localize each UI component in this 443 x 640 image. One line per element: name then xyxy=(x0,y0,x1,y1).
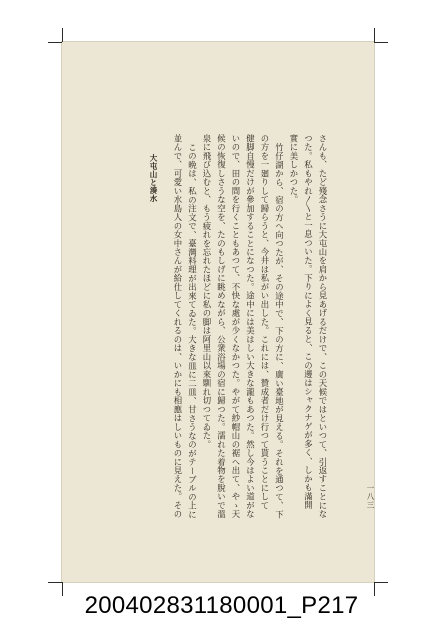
text-line: の方を一廻りして歸らうと、今井は私がい出した。これには、贊成者だけ行つて貰うことにして xyxy=(260,134,270,510)
crop-mark xyxy=(48,582,62,583)
crop-mark xyxy=(62,28,63,42)
text-line: 竹仔湖から、宿の方へ向つたが、その途中で、下の方に、廣い臺地が見える。それを通つて、下 xyxy=(274,142,285,519)
text-line: 並んで、可愛い水島人の女中さんが給仕してくれるのは、いかにも相應はしいものに見えた。その xyxy=(173,134,183,519)
text-line: この晩は、私の注文で、臺灣料理が出來てゐた。大きな皿に二皿、甘さうなのがテーブルの上に xyxy=(187,142,198,519)
crop-mark xyxy=(374,28,375,42)
running-head: 大屯山と湊水 xyxy=(149,154,158,203)
body-text xyxy=(170,134,330,554)
text-line: いので、田の間を行くこともあつて、不快な處が少くなかつた。やがて紗帽山の裾へ出て、やゝ天 xyxy=(231,134,241,519)
text-line: 候の恢復しさうな空を、たのもしげに眺めながら、公衆浴場の宿に歸つた。濡れた着物を脫いで溫 xyxy=(216,134,227,519)
text-line: つた。私もやれ〳〵と一息ついた。下りによく見ると、この邊はシャクナゲが多く、しかも滿開 xyxy=(303,134,314,510)
text-line: 泉に飛び込むと、もう疲れを忘れたほどに私の脚は阿里山以來馴れ切つてゐた。 xyxy=(202,134,212,449)
crop-mark xyxy=(374,42,388,43)
page-number: 一八三 xyxy=(366,484,375,510)
text-line: 實に美しかつた。 xyxy=(289,134,299,204)
text-line: 健脚自慢だけが參加することになつた。途中には美はしい大きな瀧もあつた。然し今はよい道がな xyxy=(245,134,256,519)
text-line: さんも、たど殘念さうに大屯山を肩から見あげるだけで、この天候ではといつて、引返すことにな xyxy=(318,134,328,519)
crop-mark xyxy=(48,42,62,43)
text-line xyxy=(170,134,171,554)
image-id-caption: 200402831180001_P217 xyxy=(84,592,359,619)
book-page xyxy=(62,42,374,582)
crop-mark xyxy=(374,582,388,583)
